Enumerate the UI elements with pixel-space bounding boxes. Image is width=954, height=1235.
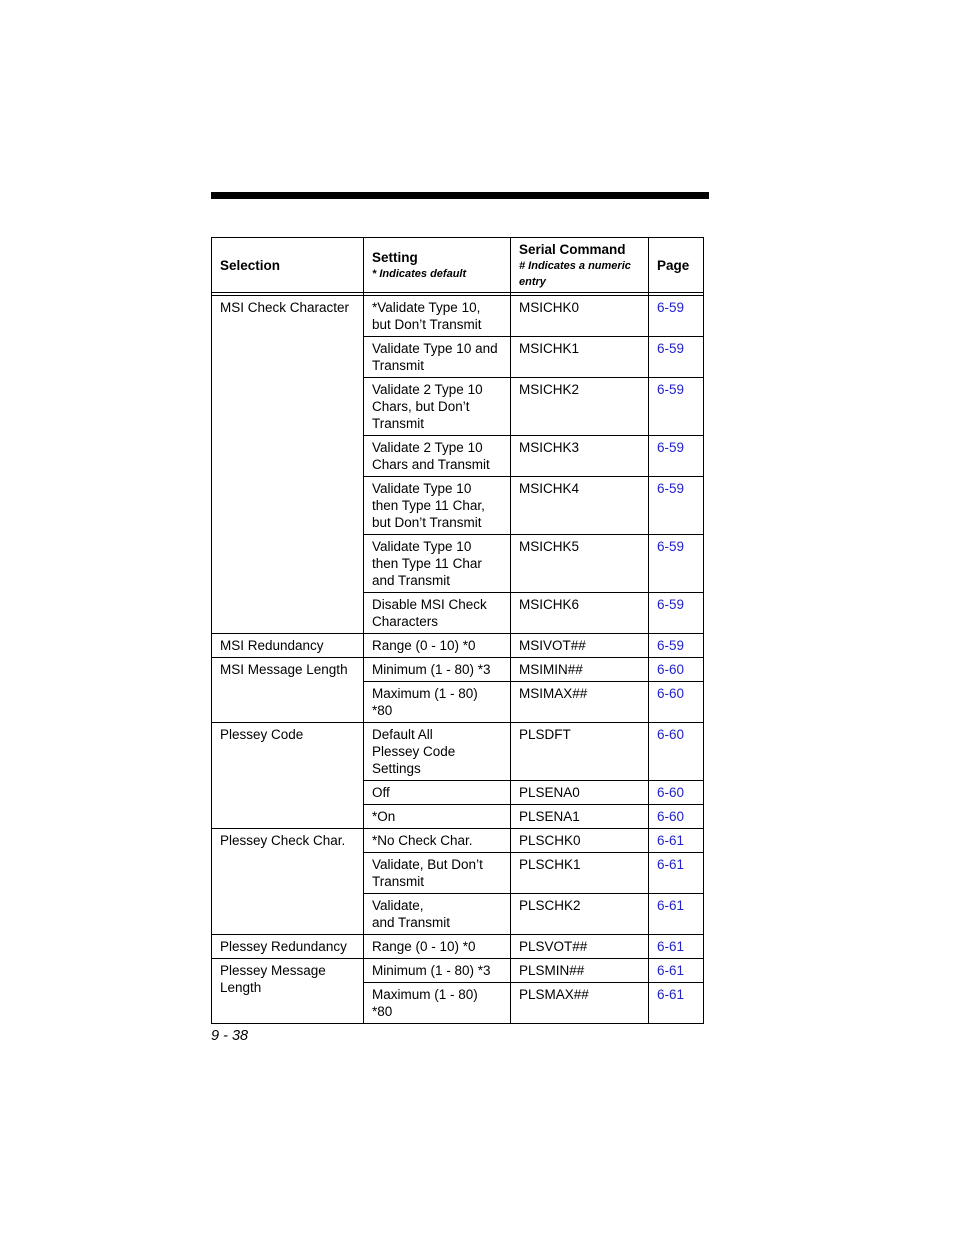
serial-command-cell: MSICHK1 [511,337,649,378]
page-link[interactable]: 6-60 [657,809,685,824]
setting-cell: *On [364,805,511,829]
serial-command-cell: MSIVOT## [511,634,649,658]
page-link[interactable]: 6-60 [657,662,685,677]
page-cell [649,983,704,1024]
selection-cell: MSI Message Length [212,658,364,723]
selection-cell: Plessey Message Length [212,959,364,1024]
setting-cell: Off [364,781,511,805]
page-link[interactable]: 6-60 [657,727,685,742]
setting-cell: Validate 2 Type 10 Chars and Transmit [364,436,511,477]
setting-cell: Maximum (1 - 80) *80 [364,983,511,1024]
page-link[interactable]: 6-59 [657,341,685,356]
page-link[interactable]: 6-59 [657,638,685,653]
header-setting: Setting * Indicates default [364,238,511,293]
page-link[interactable]: 6-60 [657,785,685,800]
selection-cell: Plessey Code [212,723,364,829]
setting-cell: Range (0 - 10) *0 [364,634,511,658]
header-setting-note: * Indicates default [372,267,467,280]
table-body [212,296,704,1024]
setting-cell: Validate Type 10 and Transmit [364,337,511,378]
page-link[interactable]: 6-59 [657,481,685,496]
serial-command-cell: MSICHK3 [511,436,649,477]
serial-command-cell: PLSENA1 [511,805,649,829]
header-page: Page [649,238,704,293]
setting-cell: Range (0 - 10) *0 [364,935,511,959]
selection-cell: MSI Redundancy [212,634,364,658]
setting-cell: Validate Type 10 then Type 11 Char, but Don’t Transmit [364,477,511,535]
serial-command-cell: PLSMIN## [511,959,649,983]
table-header-row [212,238,704,293]
page-link[interactable]: 6-59 [657,539,685,554]
page-cell [649,894,704,935]
serial-command-cell: MSICHK6 [511,593,649,634]
setting-cell: Default All Plessey Code Settings [364,723,511,781]
serial-command-cell: PLSMAX## [511,983,649,1024]
setting-cell: Minimum (1 - 80) *3 [364,959,511,983]
page-cell [649,829,704,853]
table-row [212,959,704,983]
setting-cell: Validate, But Don’t Transmit [364,853,511,894]
table-row [212,723,704,781]
serial-command-cell: MSICHK4 [511,477,649,535]
page-cell [649,477,704,535]
page-cell [649,959,704,983]
page-cell [649,658,704,682]
page-cell [649,378,704,436]
serial-command-cell: PLSCHK2 [511,894,649,935]
table-row [212,935,704,959]
page-link[interactable]: 6-59 [657,382,685,397]
page-number: 9 - 38 [211,1028,249,1044]
page-cell [649,805,704,829]
serial-command-cell: PLSVOT## [511,935,649,959]
selection-cell: Plessey Redundancy [212,935,364,959]
serial-command-cell: MSIMAX## [511,682,649,723]
serial-command-cell: PLSDFT [511,723,649,781]
page-link[interactable]: 6-61 [657,898,685,913]
table-row [212,658,704,682]
serial-command-cell: MSIMIN## [511,658,649,682]
setting-cell: Minimum (1 - 80) *3 [364,658,511,682]
page-cell [649,723,704,781]
selection-cell: Plessey Check Char. [212,829,364,935]
serial-command-cell: PLSCHK0 [511,829,649,853]
page-link[interactable]: 6-61 [657,939,685,954]
page-link[interactable]: 6-60 [657,686,685,701]
page-cell [649,535,704,593]
serial-command-cell: MSICHK2 [511,378,649,436]
setting-cell: *No Check Char. [364,829,511,853]
page-cell [649,781,704,805]
page-cell [649,682,704,723]
page-cell [649,337,704,378]
setting-cell: Disable MSI Check Characters [364,593,511,634]
table-row [212,829,704,853]
setting-cell: Validate 2 Type 10 Chars, but Don’t Transmit [364,378,511,436]
setting-cell: *Validate Type 10, but Don’t Transmit [364,296,511,337]
page-cell [649,935,704,959]
bottom-rule [211,1023,703,1024]
serial-command-table [211,237,704,1024]
table-row [212,634,704,658]
serial-command-cell: MSICHK0 [511,296,649,337]
page-cell [649,436,704,477]
page-link[interactable]: 6-59 [657,440,685,455]
page-link[interactable]: 6-61 [657,987,685,1002]
table-row [212,296,704,337]
page-link[interactable]: 6-61 [657,857,685,872]
page-cell [649,634,704,658]
page-link[interactable]: 6-61 [657,833,685,848]
page-link[interactable]: 6-59 [657,300,685,315]
header-selection: Selection [212,238,364,293]
serial-command-cell: PLSCHK1 [511,853,649,894]
page-cell [649,296,704,337]
header-serial-command: Serial Command # Indicates a numeric entry [511,238,649,293]
page-cell [649,593,704,634]
page-cell [649,853,704,894]
page-link[interactable]: 6-61 [657,963,685,978]
header-serial-note: # Indicates a numeric entry [519,259,631,288]
serial-command-cell: MSICHK5 [511,535,649,593]
selection-cell: MSI Check Character [212,296,364,634]
setting-cell: Maximum (1 - 80) *80 [364,682,511,723]
setting-cell: Validate, and Transmit [364,894,511,935]
page-link[interactable]: 6-59 [657,597,685,612]
top-rule [211,192,709,199]
setting-cell: Validate Type 10 then Type 11 Char and Transmit [364,535,511,593]
serial-command-cell: PLSENA0 [511,781,649,805]
